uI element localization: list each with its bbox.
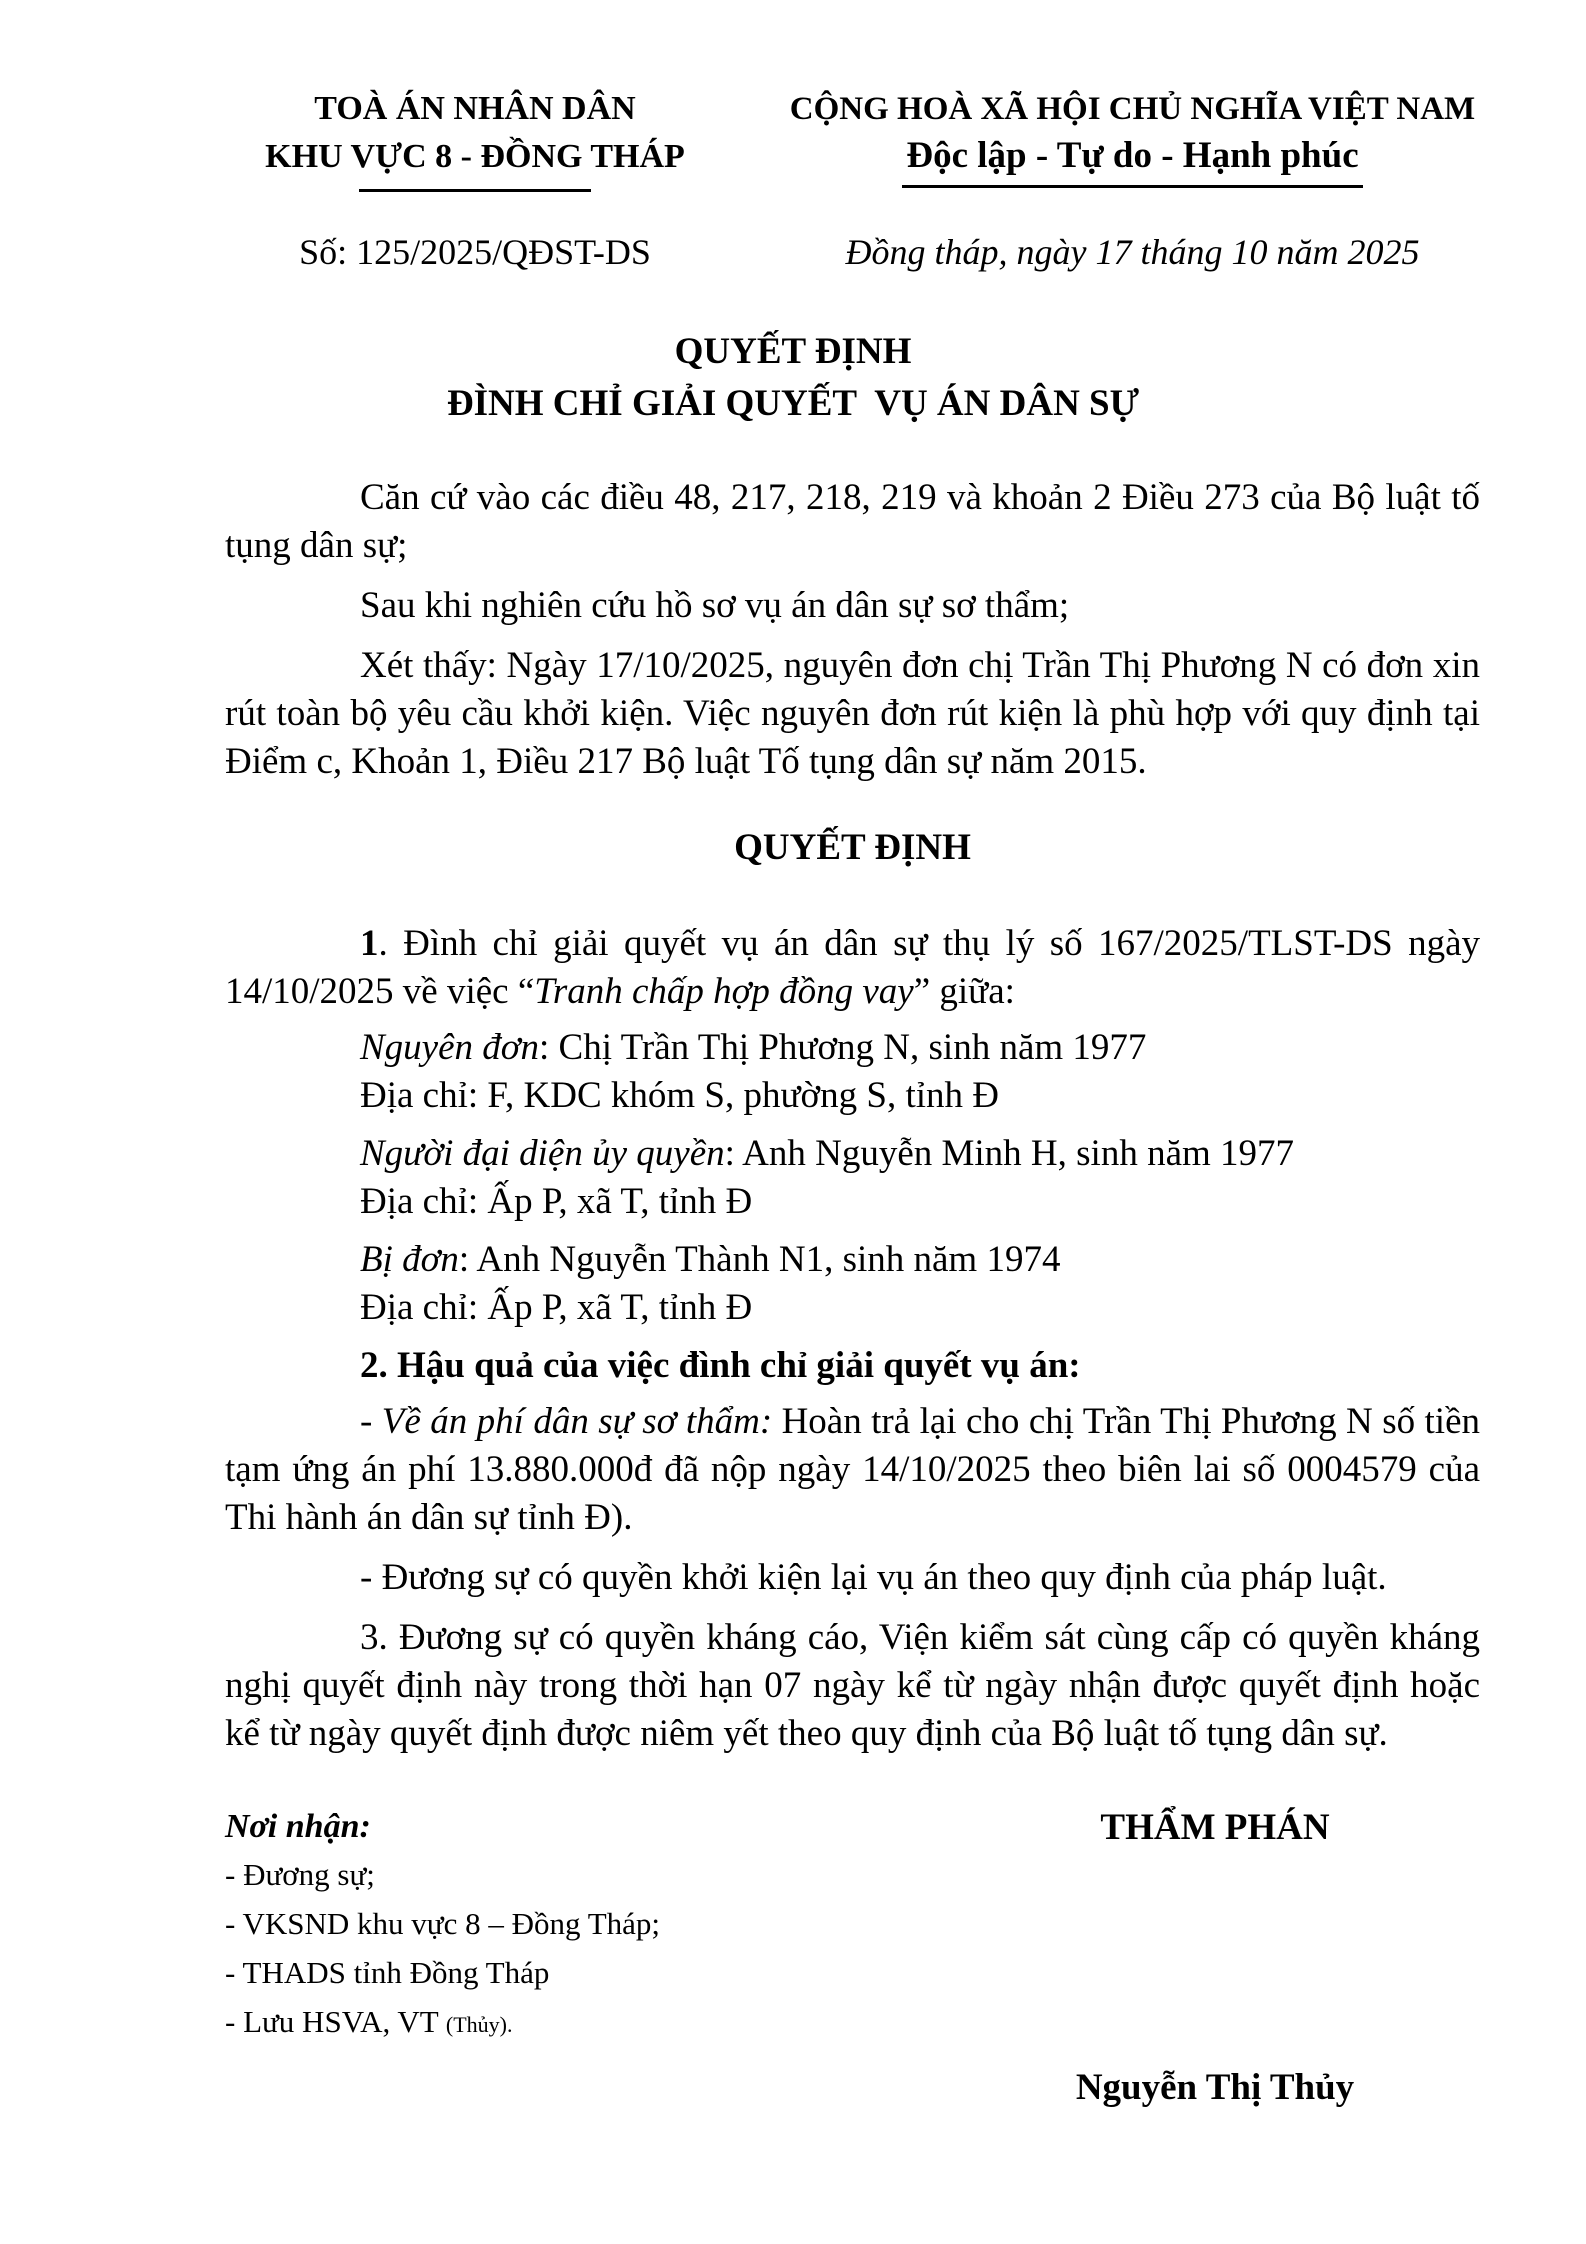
title-line1: QUYẾT ĐỊNH bbox=[674, 331, 912, 372]
plaintiff-address: Địa chỉ: F, KDC khóm S, phường S, tỉnh Đ bbox=[360, 1075, 999, 1116]
court-name-line2: KHU VỰC 8 - ĐỒNG THÁP bbox=[265, 138, 685, 175]
defendant-address: Địa chỉ: Ấp P, xã T, tỉnh Đ bbox=[360, 1287, 753, 1328]
representative-label: Người đại diện ủy quyền bbox=[360, 1133, 725, 1174]
fee-label: - Về án phí dân sự sơ thẩm: bbox=[360, 1401, 773, 1442]
representative-group bbox=[225, 1130, 1480, 1226]
defendant-group bbox=[225, 1236, 1480, 1332]
plaintiff-label: Nguyên đơn bbox=[360, 1027, 540, 1068]
doc-number-block bbox=[190, 228, 760, 276]
recipients-label: Nơi nhận: bbox=[225, 1808, 371, 1845]
recipient-note: (Thủy). bbox=[445, 2012, 513, 2037]
title-line2: ĐÌNH CHỈ GIẢI QUYẾT VỤ ÁN DÂN SỰ bbox=[446, 383, 1140, 424]
court-name-line1: TOÀ ÁN NHÂN DÂN bbox=[314, 90, 636, 127]
recipient-item-text: - Lưu HSVA, VT bbox=[225, 2004, 439, 2039]
section1-text-before: . Đình chỉ giải quyết vụ án dân sự thụ lý số 167/2025/TLST-DS ngày 14/10/2025 về việc “ bbox=[225, 923, 1480, 1012]
section1-number: 1 bbox=[360, 923, 379, 964]
document-footer bbox=[0, 1804, 1586, 2112]
recipient-item: - VKSND khu vực 8 – Đồng Tháp; bbox=[225, 1906, 660, 1941]
case-name: Tranh chấp hợp đồng vay bbox=[534, 971, 914, 1012]
representative-address: Địa chỉ: Ấp P, xã T, tỉnh Đ bbox=[360, 1181, 753, 1222]
national-motto-line2: Độc lập - Tự do - Hạnh phúc bbox=[902, 133, 1362, 188]
decision-heading: QUYẾT ĐỊNH bbox=[734, 827, 971, 868]
document-subheader bbox=[0, 228, 1586, 276]
signature-block bbox=[865, 1804, 1565, 2112]
national-header-block bbox=[760, 85, 1505, 188]
section2-heading: 2. Hậu quả của việc đình chỉ giải quyết vụ án: bbox=[360, 1345, 1081, 1386]
dateline-block bbox=[760, 228, 1505, 276]
section1-text-after: ” giữa: bbox=[913, 971, 1015, 1012]
fee-text: Hoàn trả lại cho chị Trần Thị Phương N số tiền tạm ứng án phí 13.880.000đ đã nộp ngày 14/10/2025 theo biên lai số 0004579 của Thi hành án dân sự tỉnh Đ). bbox=[225, 1401, 1480, 1538]
plaintiff-line bbox=[360, 1024, 1480, 1072]
recipient-item: - Đương sự; bbox=[225, 1857, 375, 1892]
defendant-label: Bị đơn bbox=[360, 1239, 459, 1280]
document-header bbox=[0, 85, 1586, 192]
doc-number: Số: 125/2025/QĐST-DS bbox=[299, 232, 651, 272]
judge-title: THẨM PHÁN bbox=[1100, 1807, 1330, 1848]
court-header-block bbox=[190, 85, 760, 192]
recipients-block bbox=[225, 1804, 865, 2049]
national-motto-line1: CỘNG HOÀ XÃ HỘI CHỦ NGHĨA VIỆT NAM bbox=[789, 91, 1476, 127]
court-header-rule bbox=[359, 189, 591, 192]
fee-paragraph bbox=[225, 1398, 1480, 1542]
defendant-line bbox=[360, 1236, 1480, 1284]
preamble-paragraph-3: Xét thấy: Ngày 17/10/2025, nguyên đơn chị Trần Thị Phương N có đơn xin rút toàn bộ yêu cầu khởi kiện. Việc nguyên đơn rút kiện là phù hợp với quy định tại Điểm c, Khoản 1, Điều 217 Bộ luật Tố tụng dân sự năm 2015. bbox=[225, 645, 1480, 782]
representative-value: : Anh Nguyễn Minh H, sinh năm 1977 bbox=[724, 1133, 1295, 1174]
plaintiff-value: : Chị Trần Thị Phương N, sinh năm 1977 bbox=[539, 1027, 1147, 1068]
defendant-value: : Anh Nguyễn Thành N1, sinh năm 1974 bbox=[458, 1239, 1061, 1280]
judge-name: Nguyễn Thị Thủy bbox=[1075, 2067, 1355, 2108]
dateline: Đồng tháp, ngày 17 tháng 10 năm 2025 bbox=[845, 232, 1420, 272]
document-body bbox=[0, 474, 1586, 1758]
recipient-item: - THADS tỉnh Đồng Tháp bbox=[225, 1955, 550, 1990]
preamble-paragraph-1: Căn cứ vào các điều 48, 217, 218, 219 và khoản 2 Điều 273 của Bộ luật tố tụng dân sự; bbox=[225, 477, 1480, 566]
representative-line bbox=[360, 1130, 1480, 1178]
plaintiff-group bbox=[225, 1024, 1480, 1120]
section1-paragraph bbox=[225, 920, 1480, 1016]
preamble-paragraph-2: Sau khi nghiên cứu hồ sơ vụ án dân sự sơ thẩm; bbox=[360, 585, 1070, 626]
title-block bbox=[0, 326, 1586, 430]
right-to-sue-paragraph: - Đương sự có quyền khởi kiện lại vụ án theo quy định của pháp luật. bbox=[360, 1557, 1387, 1598]
signature-space bbox=[865, 1852, 1565, 2064]
recipient-item bbox=[225, 1997, 865, 2049]
section3-paragraph: 3. Đương sự có quyền kháng cáo, Viện kiểm sát cùng cấp có quyền kháng nghị quyết định này trong thời hạn 07 ngày kể từ ngày nhận được quyết định hoặc kể từ ngày quyết định được niêm yết theo quy định của Bộ luật tố tụng dân sự. bbox=[225, 1617, 1480, 1754]
